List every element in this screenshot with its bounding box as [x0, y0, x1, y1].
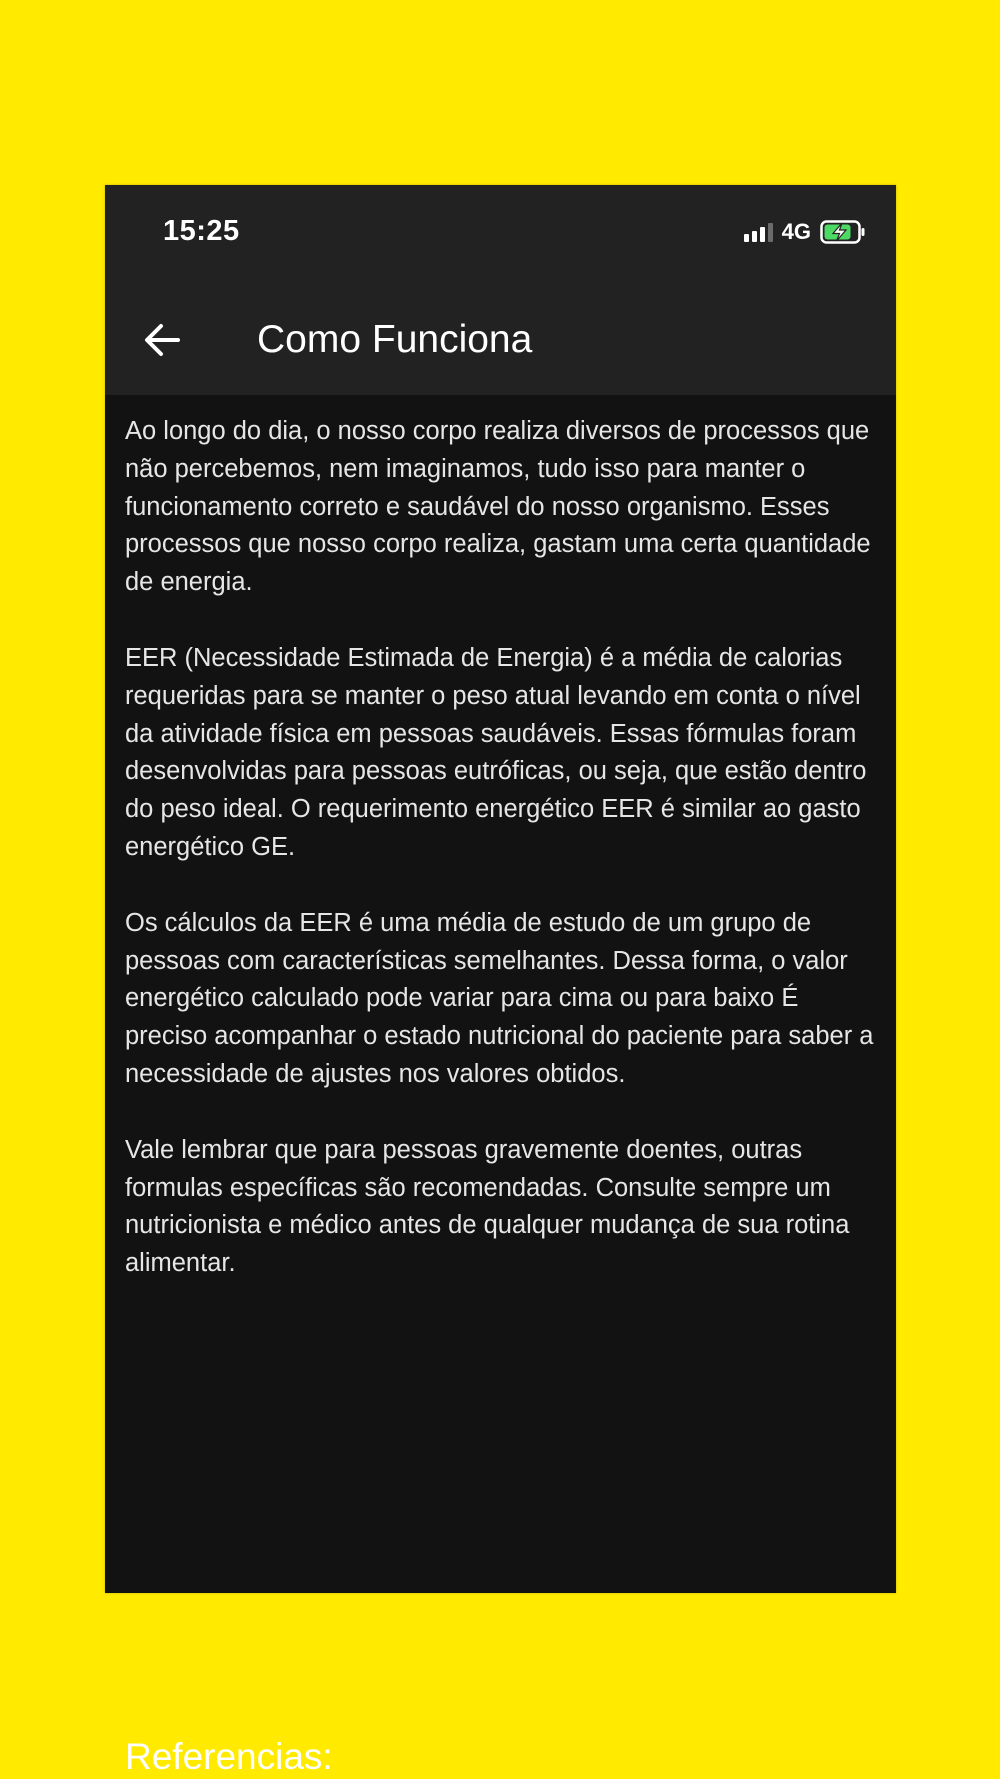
- phone-screen: [105, 185, 896, 1777]
- paragraph-warning: Vale lembrar que para pessoas gravemente doentes, outras formulas específicas são recomendadas. Consulte sempre um nutricionista e médico antes de qualquer mudança de sua rotina alimentar.: [125, 1135, 850, 1278]
- paragraph-eer-definition: EER (Necessidade Estimada de Energia) é a média de calorias requeridas para se manter o peso atual levando em conta o nível da atividade física em pessoas saudáveis. Essas fórmulas foram desenvolvidas para pessoas eutróficas, ou seja, que estão dentro do peso ideal. O requerimento energético EER é similar ao gasto energético GE.: [125, 643, 867, 861]
- app-bar: [105, 285, 896, 395]
- battery-charging-icon: [820, 220, 866, 244]
- signal-icon: [744, 222, 773, 242]
- status-bar: [105, 185, 896, 285]
- paragraph-intro: Ao longo do dia, o nosso corpo realiza diversos de processos que não percebemos, nem imaginamos, tudo isso para manter o funcionamento correto e saudável do nosso organismo. Esses processos que nosso corpo realiza, gastam uma certa quantidade de energia.: [125, 417, 871, 597]
- content-area[interactable]: [125, 395, 885, 1777]
- page-title: Como Funciona: [257, 318, 533, 361]
- network-label: 4G: [781, 219, 811, 244]
- status-indicators: [744, 219, 866, 245]
- paragraph-eer-calculation: Os cálculos da EER é uma média de estudo de um grupo de pessoas com características semelhantes. Dessa forma, o valor energético calculado pode variar para cima ou para baixo É preciso acompanhar o estado nutricional do paciente para saber a necessidade de ajustes nos valores obtidos.: [125, 908, 874, 1088]
- references-heading: Referencias:: [125, 1736, 333, 1777]
- back-button[interactable]: [135, 313, 189, 367]
- arrow-left-icon: [142, 320, 182, 360]
- status-time: 15:25: [163, 215, 240, 247]
